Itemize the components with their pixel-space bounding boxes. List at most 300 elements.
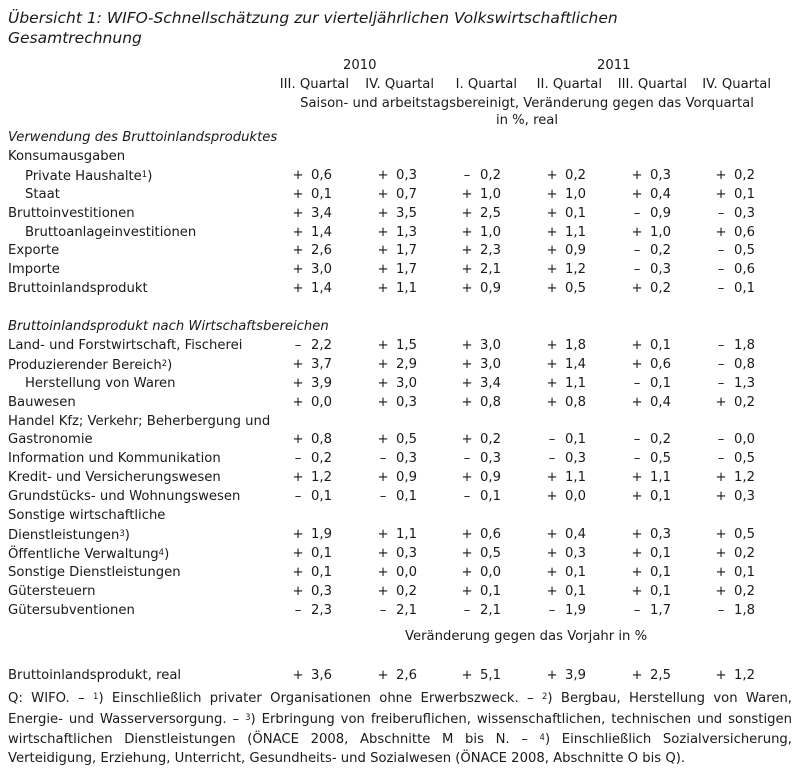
title-line-2: Gesamtrechnung bbox=[8, 29, 142, 47]
sign: + bbox=[715, 668, 727, 683]
row-label bbox=[8, 468, 221, 487]
sign: + bbox=[292, 432, 304, 448]
value: 1,7 bbox=[396, 243, 417, 259]
value-cell bbox=[631, 582, 671, 601]
footnote-mark: 4 bbox=[539, 733, 545, 743]
table-row bbox=[0, 185, 800, 204]
sign: + bbox=[377, 356, 389, 372]
value-cell bbox=[631, 223, 671, 242]
sign: – bbox=[633, 243, 641, 259]
table-row bbox=[0, 204, 800, 223]
sign: – bbox=[633, 375, 641, 391]
sign: – bbox=[633, 602, 641, 618]
sign: + bbox=[377, 668, 389, 683]
sign: + bbox=[292, 545, 304, 561]
quarter-header: IV. Quartal bbox=[365, 77, 434, 92]
value-cell bbox=[715, 185, 755, 204]
sign: + bbox=[546, 243, 558, 259]
sign: + bbox=[292, 470, 304, 486]
section-heading bbox=[0, 128, 800, 147]
sign: + bbox=[292, 583, 304, 599]
row-label bbox=[8, 317, 329, 336]
sign: + bbox=[461, 281, 473, 297]
table-row bbox=[0, 241, 800, 260]
value: 0,5 bbox=[396, 432, 417, 448]
value: 1,8 bbox=[565, 337, 586, 353]
row-label bbox=[8, 355, 172, 375]
value-cell bbox=[461, 468, 501, 487]
value: 0,8 bbox=[565, 394, 586, 410]
value: 0,4 bbox=[650, 186, 671, 202]
sign: – bbox=[717, 205, 725, 221]
unit-note bbox=[292, 95, 762, 129]
value-cell bbox=[461, 223, 501, 242]
quarter-header-row bbox=[0, 77, 800, 97]
value-cell bbox=[715, 563, 755, 582]
value-cell bbox=[631, 166, 671, 185]
year-2011: 2011 bbox=[597, 58, 631, 73]
sign: + bbox=[546, 167, 558, 183]
value: 3,4 bbox=[311, 205, 332, 221]
value: 1,0 bbox=[480, 224, 501, 240]
value-cell bbox=[715, 279, 755, 298]
value-cell bbox=[461, 449, 501, 468]
footnote-mark: 2 bbox=[542, 692, 548, 702]
sign: + bbox=[631, 394, 643, 410]
value: 0,1 bbox=[565, 432, 586, 448]
value-cell bbox=[377, 279, 417, 298]
sign: + bbox=[715, 564, 727, 580]
value: 0,3 bbox=[734, 205, 755, 221]
row-label-text: Kredit- und Versicherungswesen bbox=[8, 470, 221, 486]
value-cell bbox=[377, 449, 417, 468]
value: 1,2 bbox=[565, 262, 586, 278]
value: 0,5 bbox=[565, 281, 586, 297]
row-label bbox=[8, 544, 169, 564]
value: 3,0 bbox=[396, 375, 417, 391]
value-cell bbox=[546, 449, 586, 468]
footnote-mark: 1 bbox=[93, 692, 99, 702]
value-cell bbox=[461, 374, 501, 393]
table-row bbox=[0, 468, 800, 487]
value-cell bbox=[631, 544, 671, 563]
value-cell bbox=[546, 355, 586, 374]
sign: + bbox=[377, 243, 389, 259]
sign: – bbox=[463, 451, 471, 467]
sign: + bbox=[546, 489, 558, 505]
value: 2,3 bbox=[480, 243, 501, 259]
value-cell bbox=[377, 336, 417, 355]
sign: + bbox=[631, 545, 643, 561]
value: 2,1 bbox=[480, 262, 501, 278]
value-cell bbox=[631, 449, 671, 468]
value: 3,4 bbox=[480, 375, 501, 391]
value: 1,1 bbox=[396, 281, 417, 297]
value-cell bbox=[292, 279, 332, 298]
value-cell bbox=[377, 374, 417, 393]
value: 0,3 bbox=[565, 451, 586, 467]
sign: – bbox=[717, 432, 725, 448]
value: 0,1 bbox=[650, 337, 671, 353]
sign: + bbox=[292, 167, 304, 183]
value: 0,3 bbox=[311, 583, 332, 599]
table-row bbox=[0, 563, 800, 582]
value: 0,0 bbox=[565, 489, 586, 505]
value: 0,0 bbox=[396, 564, 417, 580]
value-cell bbox=[377, 582, 417, 601]
row-label-text: Bruttoanlageinvestitionen bbox=[25, 224, 197, 240]
table-row bbox=[0, 430, 800, 449]
value-cell bbox=[461, 260, 501, 279]
row-label-text: Bruttoinlandsprodukt nach Wirtschaftsbereichen bbox=[8, 319, 329, 334]
quarter-header: II. Quartal bbox=[536, 77, 602, 92]
table-row bbox=[0, 374, 800, 393]
source-prefix: Q: WIFO. – bbox=[8, 691, 94, 706]
value-cell bbox=[377, 525, 417, 544]
value-cell bbox=[546, 166, 586, 185]
unit-note-line-1: Saison- und arbeitstagsbereinigt, Veränderung gegen das Vorquartal bbox=[300, 96, 754, 111]
sign: + bbox=[292, 564, 304, 580]
sign: – bbox=[294, 451, 302, 467]
value: 2,1 bbox=[396, 602, 417, 618]
sign: + bbox=[631, 489, 643, 505]
sign: + bbox=[461, 583, 473, 599]
sign: + bbox=[546, 281, 558, 297]
value-cell bbox=[377, 241, 417, 260]
value: 3,0 bbox=[311, 262, 332, 278]
sign: – bbox=[463, 602, 471, 618]
value-cell bbox=[715, 544, 755, 563]
value: 0,1 bbox=[480, 583, 501, 599]
value: 2,2 bbox=[311, 337, 332, 353]
footnotes bbox=[8, 688, 792, 768]
sign: + bbox=[715, 394, 727, 410]
value: 1,2 bbox=[311, 470, 332, 486]
table-row bbox=[0, 449, 800, 468]
value-cell bbox=[715, 487, 755, 506]
value-cell bbox=[715, 355, 755, 374]
sign: – bbox=[633, 432, 641, 448]
value: 0,5 bbox=[650, 451, 671, 467]
row-label-text: Sonstige Dienstleistungen bbox=[8, 564, 181, 580]
row-label bbox=[8, 563, 181, 582]
value-cell bbox=[631, 374, 671, 393]
value: 2,9 bbox=[396, 356, 417, 372]
value-cell bbox=[631, 468, 671, 487]
row-label bbox=[25, 185, 60, 204]
value-cell bbox=[715, 582, 755, 601]
sign: + bbox=[546, 668, 558, 683]
sign: + bbox=[461, 205, 473, 221]
row-label-text: Bruttoinlandsprodukt, real bbox=[8, 668, 182, 683]
sign: – bbox=[717, 243, 725, 259]
value-cell bbox=[546, 487, 586, 506]
value: 1,4 bbox=[311, 281, 332, 297]
row-label-text: Sonstige wirtschaftliche bbox=[8, 508, 166, 523]
sign: + bbox=[377, 583, 389, 599]
table-row bbox=[0, 355, 800, 374]
sign: + bbox=[715, 489, 727, 505]
table-row bbox=[0, 393, 800, 412]
value: 1,9 bbox=[565, 602, 586, 618]
footnote-paren: ) bbox=[124, 527, 130, 543]
value: 0,3 bbox=[650, 167, 671, 183]
sign: – bbox=[294, 337, 302, 353]
value-cell bbox=[292, 449, 332, 468]
value-cell bbox=[546, 393, 586, 412]
value: 0,7 bbox=[396, 186, 417, 202]
value-cell bbox=[292, 204, 332, 223]
value: 1,7 bbox=[396, 262, 417, 278]
sign: – bbox=[633, 205, 641, 221]
value: 0,6 bbox=[650, 356, 671, 372]
row-label bbox=[8, 147, 125, 166]
footnote-4: ) Einschließlich Sozialversicherung, Verteidigung, Erziehung, Unterricht, Gesundheits- und Sozialwesen (ÖNACE 2008, Abschnitte O bis Q). bbox=[8, 732, 792, 766]
value-cell bbox=[461, 204, 501, 223]
footnote-mark: 4 bbox=[158, 547, 165, 558]
value-cell bbox=[631, 204, 671, 223]
sign: + bbox=[546, 356, 558, 372]
value: 0,3 bbox=[396, 451, 417, 467]
value: 0,1 bbox=[311, 564, 332, 580]
value-cell bbox=[292, 601, 332, 620]
value-cell bbox=[461, 487, 501, 506]
value: 0,2 bbox=[480, 432, 501, 448]
value: 0,6 bbox=[734, 262, 755, 278]
value-cell bbox=[631, 666, 671, 685]
value: 0,9 bbox=[480, 281, 501, 297]
yoy-note: Veränderung gegen das Vorjahr in % bbox=[405, 629, 648, 644]
sign: – bbox=[717, 375, 725, 391]
value-cell bbox=[631, 185, 671, 204]
value-cell bbox=[715, 166, 755, 185]
value-cell bbox=[461, 336, 501, 355]
value-cell bbox=[292, 260, 332, 279]
value-cell bbox=[377, 601, 417, 620]
value-cell bbox=[461, 666, 501, 685]
value: 3,9 bbox=[565, 668, 586, 683]
value: 1,9 bbox=[311, 526, 332, 542]
value: 0,2 bbox=[734, 583, 755, 599]
value-cell bbox=[546, 336, 586, 355]
value: 0,1 bbox=[734, 281, 755, 297]
sign: + bbox=[715, 583, 727, 599]
quarter-header: III. Quartal bbox=[279, 77, 349, 92]
value: 3,0 bbox=[480, 337, 501, 353]
value-cell bbox=[292, 393, 332, 412]
value: 0,2 bbox=[480, 167, 501, 183]
value-cell bbox=[546, 374, 586, 393]
value-cell bbox=[546, 601, 586, 620]
value: 0,1 bbox=[311, 545, 332, 561]
value: 0,9 bbox=[650, 205, 671, 221]
value: 0,9 bbox=[396, 470, 417, 486]
row-label-text: Staat bbox=[25, 186, 60, 202]
sign: + bbox=[546, 564, 558, 580]
value-cell bbox=[292, 374, 332, 393]
row-label-text: Herstellung von Waren bbox=[25, 375, 176, 391]
value: 0,5 bbox=[734, 451, 755, 467]
value: 0,9 bbox=[480, 470, 501, 486]
value-cell bbox=[546, 185, 586, 204]
unit-note-line-2: in %, real bbox=[495, 113, 559, 128]
value: 3,7 bbox=[311, 356, 332, 372]
row-label-text: Konsumausgaben bbox=[8, 148, 126, 164]
sign: – bbox=[717, 337, 725, 353]
sign: + bbox=[377, 375, 389, 391]
sign: + bbox=[631, 356, 643, 372]
row-label bbox=[25, 166, 152, 186]
value: 2,3 bbox=[311, 602, 332, 618]
value: 0,1 bbox=[565, 564, 586, 580]
table-row bbox=[0, 279, 800, 298]
value: 3,6 bbox=[311, 668, 332, 683]
value: 0,5 bbox=[480, 545, 501, 561]
value-cell bbox=[377, 393, 417, 412]
table-row bbox=[0, 166, 800, 185]
sign: + bbox=[715, 167, 727, 183]
value: 3,0 bbox=[480, 356, 501, 372]
row-label bbox=[8, 393, 76, 412]
row-label bbox=[8, 204, 135, 223]
value-cell bbox=[377, 430, 417, 449]
value: 1,3 bbox=[396, 224, 417, 240]
value-cell bbox=[461, 544, 501, 563]
value-cell bbox=[546, 468, 586, 487]
sign: – bbox=[294, 489, 302, 505]
sign: + bbox=[377, 205, 389, 221]
sign: + bbox=[461, 470, 473, 486]
value-cell bbox=[292, 223, 332, 242]
value: 0,1 bbox=[650, 583, 671, 599]
value-cell bbox=[377, 355, 417, 374]
table-row bbox=[0, 336, 800, 355]
value: 0,1 bbox=[734, 564, 755, 580]
value-cell bbox=[292, 544, 332, 563]
row-label-text: Öffentliche Verwaltung bbox=[8, 546, 159, 562]
value: 2,5 bbox=[650, 668, 671, 683]
value-cell bbox=[377, 487, 417, 506]
table-row bbox=[0, 525, 800, 544]
sign: + bbox=[631, 470, 643, 486]
sign: + bbox=[461, 432, 473, 448]
sign: + bbox=[631, 337, 643, 353]
sign: + bbox=[292, 205, 304, 221]
row-label-text: Information und Kommunikation bbox=[8, 451, 221, 467]
section-heading bbox=[0, 317, 800, 336]
row-label-text: Handel Kfz; Verkehr; Beherbergung und bbox=[8, 413, 271, 429]
sign: + bbox=[715, 470, 727, 486]
sign: + bbox=[631, 224, 643, 240]
row-label-text: Bruttoinlandsprodukt bbox=[8, 281, 148, 297]
sign: + bbox=[715, 186, 727, 202]
value: 0,3 bbox=[650, 262, 671, 278]
value: 1,7 bbox=[650, 602, 671, 618]
sign: – bbox=[717, 451, 725, 467]
value-cell bbox=[377, 260, 417, 279]
value: 1,8 bbox=[734, 602, 755, 618]
sign: + bbox=[546, 526, 558, 542]
row-label bbox=[8, 430, 93, 449]
sign: + bbox=[546, 337, 558, 353]
value: 0,3 bbox=[734, 489, 755, 505]
row-label bbox=[8, 241, 59, 260]
sign: + bbox=[631, 668, 643, 683]
value-cell bbox=[461, 563, 501, 582]
value: 2,5 bbox=[480, 205, 501, 221]
row-label-text: Verwendung des Bruttoinlandsproduktes bbox=[8, 130, 278, 145]
sign: + bbox=[546, 545, 558, 561]
quarter-header: IV. Quartal bbox=[702, 77, 771, 92]
value: 0,3 bbox=[565, 545, 586, 561]
value-cell bbox=[631, 241, 671, 260]
value-cell bbox=[377, 544, 417, 563]
value: 0,6 bbox=[480, 526, 501, 542]
value: 0,5 bbox=[734, 243, 755, 259]
table-row bbox=[0, 298, 800, 317]
value: 0,1 bbox=[650, 545, 671, 561]
value-cell bbox=[715, 525, 755, 544]
table-row bbox=[0, 260, 800, 279]
footnote-paren: ) bbox=[147, 168, 153, 184]
value-cell bbox=[631, 355, 671, 374]
footnote-mark: 1 bbox=[141, 169, 148, 180]
row-label-text: Private Haushalte bbox=[25, 168, 142, 184]
row-label-text: Bauwesen bbox=[8, 394, 76, 410]
sign: + bbox=[292, 186, 304, 202]
value: 1,1 bbox=[565, 224, 586, 240]
sign: + bbox=[292, 394, 304, 410]
value: 1,1 bbox=[565, 375, 586, 391]
value-cell bbox=[546, 204, 586, 223]
row-label-text: Grundstücks- und Wohnungswesen bbox=[8, 489, 241, 505]
value-cell bbox=[631, 393, 671, 412]
row-label-text: Land- und Forstwirtschaft, Fischerei bbox=[8, 337, 243, 353]
row-label bbox=[8, 601, 135, 620]
value-cell bbox=[631, 525, 671, 544]
value: 0,2 bbox=[650, 432, 671, 448]
sign: + bbox=[377, 432, 389, 448]
value: 0,3 bbox=[396, 545, 417, 561]
sign: – bbox=[379, 602, 387, 618]
value-cell bbox=[292, 468, 332, 487]
value-cell bbox=[631, 430, 671, 449]
value: 0,0 bbox=[311, 394, 332, 410]
sign: + bbox=[715, 526, 727, 542]
sign: + bbox=[377, 564, 389, 580]
sign: + bbox=[715, 545, 727, 561]
value-cell bbox=[377, 185, 417, 204]
sign: – bbox=[717, 281, 725, 297]
sign: + bbox=[461, 375, 473, 391]
value-cell bbox=[461, 582, 501, 601]
row-label bbox=[8, 336, 242, 355]
sign: – bbox=[294, 602, 302, 618]
value: 0,3 bbox=[396, 167, 417, 183]
value: 0,4 bbox=[565, 526, 586, 542]
value-cell bbox=[377, 166, 417, 185]
table-row bbox=[0, 487, 800, 506]
value: 5,1 bbox=[480, 668, 501, 683]
value: 0,8 bbox=[734, 356, 755, 372]
sign: + bbox=[292, 375, 304, 391]
value: 3,9 bbox=[311, 375, 332, 391]
value-cell bbox=[546, 666, 586, 685]
row-label bbox=[8, 279, 148, 298]
table-title bbox=[8, 8, 788, 48]
value-cell bbox=[715, 449, 755, 468]
value-cell bbox=[715, 241, 755, 260]
